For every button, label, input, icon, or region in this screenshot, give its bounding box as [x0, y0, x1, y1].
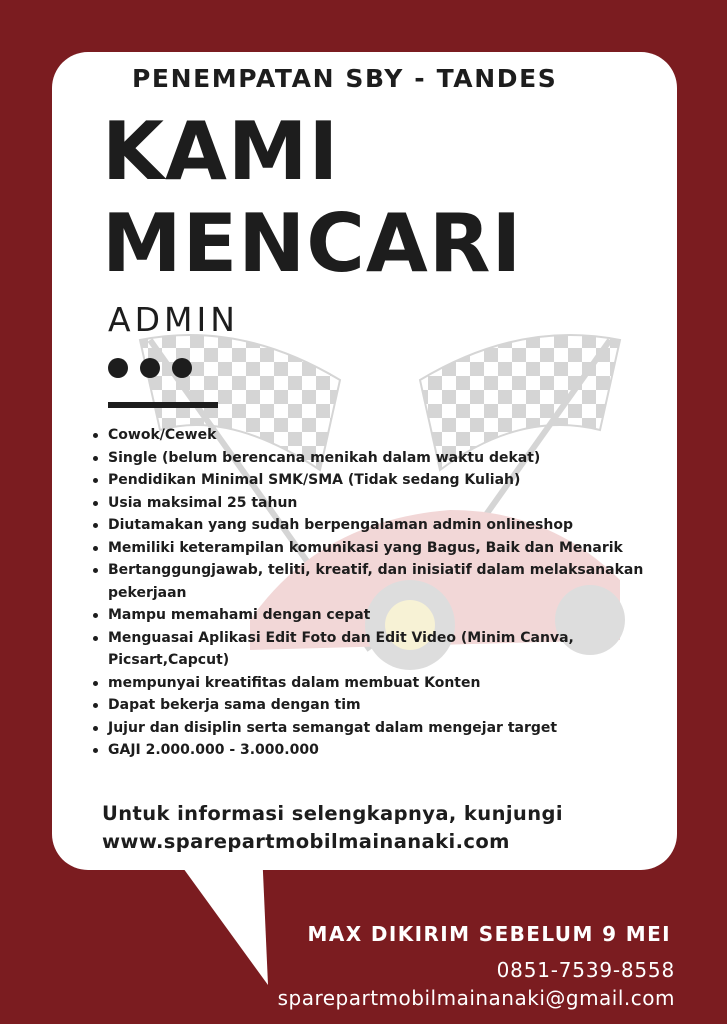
headline-line-2: MENCARI	[102, 197, 523, 290]
email-address[interactable]: sparepartmobilmainanaki@gmail.com	[277, 986, 675, 1010]
list-item: Usia maksimal 25 tahun	[90, 492, 645, 515]
info-block	[102, 800, 563, 856]
list-item: Bertanggungjawab, teliti, kreatif, dan inisiatif dalam melaksanakan pekerjaan	[90, 559, 645, 604]
decorative-dots	[108, 358, 192, 378]
list-item: Diutamakan yang sudah berpengalaman admin onlineshop	[90, 514, 645, 537]
list-item: Cowok/Cewek	[90, 424, 645, 447]
list-item: Pendidikan Minimal SMK/SMA (Tidak sedang Kuliah)	[90, 469, 645, 492]
phone-number[interactable]: 0851-7539-8558	[496, 958, 675, 982]
list-item: Jujur dan disiplin serta semangat dalam mengejar target	[90, 717, 645, 740]
list-item: Single (belum berencana menikah dalam waktu dekat)	[90, 447, 645, 470]
list-item: GAJI 2.000.000 - 3.000.000	[90, 739, 645, 762]
list-item: Memiliki keterampilan komunikasi yang Bagus, Baik dan Menarik	[90, 537, 645, 560]
position-title: ADMIN	[108, 300, 239, 339]
dot-icon	[108, 358, 128, 378]
headline-line-1: KAMI	[102, 105, 340, 198]
requirements-list	[90, 424, 645, 762]
dot-icon	[172, 358, 192, 378]
info-text: Untuk informasi selengkapnya, kunjungi	[102, 802, 563, 825]
placement-subtitle: PENEMPATAN SBY - TANDES	[132, 64, 558, 93]
website-link[interactable]: www.sparepartmobilmainanaki.com	[102, 830, 510, 853]
list-item: Mampu memahami dengan cepat	[90, 604, 645, 627]
divider-line	[108, 402, 218, 408]
deadline-notice: MAX DIKIRIM SEBELUM 9 MEI	[307, 922, 671, 946]
list-item: Dapat bekerja sama dengan tim	[90, 694, 645, 717]
list-item: Menguasai Aplikasi Edit Foto dan Edit Video (Minim Canva, Picsart,Capcut)	[90, 627, 645, 672]
headline	[102, 106, 522, 290]
dot-icon	[140, 358, 160, 378]
list-item: mempunyai kreatifitas dalam membuat Konten	[90, 672, 645, 695]
